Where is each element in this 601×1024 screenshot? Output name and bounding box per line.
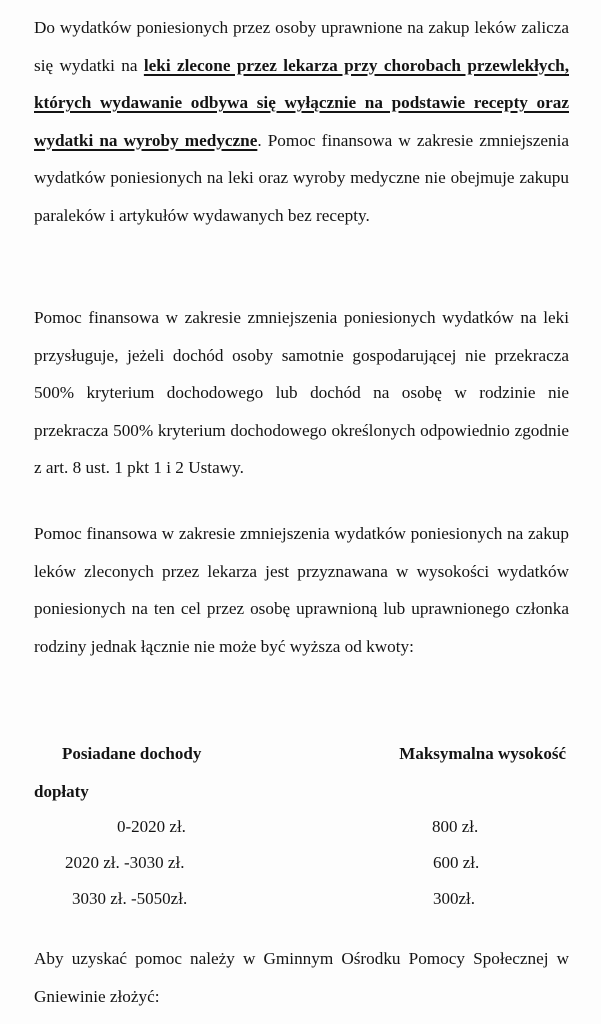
paragraph-eligibility: Pomoc finansowa w zakresie zmniejszenia poniesionych wydatków na leki przysługuje, jeżeli dochód osoby samotnie gospodarującej nie przekracza 500% kryterium dochodowego lub dochód na osobę w rodzinie nie przekracza 500% kryterium dochodowego określonych odpowiednio zgodnie z art. 8 ust. 1 pkt 1 i 2 Ustawy. — [34, 308, 569, 477]
paragraph-how-to-apply: Aby uzyskać pomoc należy w Gminnym Ośrodku Pomocy Społecznej w Gniewinie złożyć: — [34, 949, 569, 1006]
paragraph-medicine-expenses-emphasis: leki zlecone przez lekarza przy chorobach przewlekłych, których wydawanie odbywa się wyłącznie na podstawie recepty oraz wydatki na wyroby medyczne — [34, 55, 569, 150]
table-row-2-amount: 600 zł. — [433, 853, 480, 872]
table-header-max: Maksymalna wysokość — [399, 744, 566, 763]
table-header-max-continued: dopłaty — [34, 782, 89, 801]
table-row-1-amount: 800 zł. — [432, 817, 479, 836]
paragraph-amount: Pomoc finansowa w zakresie zmniejszenia wydatków poniesionych na zakup leków zleconych przez lekarza jest przyznawana w wysokości wydatków poniesionych na ten cel przez osobę uprawnioną lub uprawnionego członka rodziny jednak łącznie nie może być wyższa od kwoty: — [34, 524, 569, 656]
paragraph-medicine-expenses — [34, 9, 569, 234]
table-header-income: Posiadane dochody — [62, 744, 202, 763]
table-row-1-income: 0-2020 zł. — [117, 817, 186, 836]
table-row-2-income: 2020 zł. -3030 zł. — [65, 853, 185, 872]
table-row-3-income: 3030 zł. -5050zł. — [72, 889, 188, 908]
paragraph-medicine-expenses-rest: . Pomoc finansowa w zakresie zmniejszenia wydatków poniesionych na leki oraz wyroby medyczne nie obejmuje zakupu paraleków i artykułów wydawanych bez recepty. — [34, 130, 569, 225]
paragraph-medicine-expenses-intro: Do wydatków poniesionych przez osoby uprawnione na zakup leków zalicza się wydatki na — [34, 18, 569, 75]
table-row-3-amount: 300zł. — [433, 889, 476, 908]
